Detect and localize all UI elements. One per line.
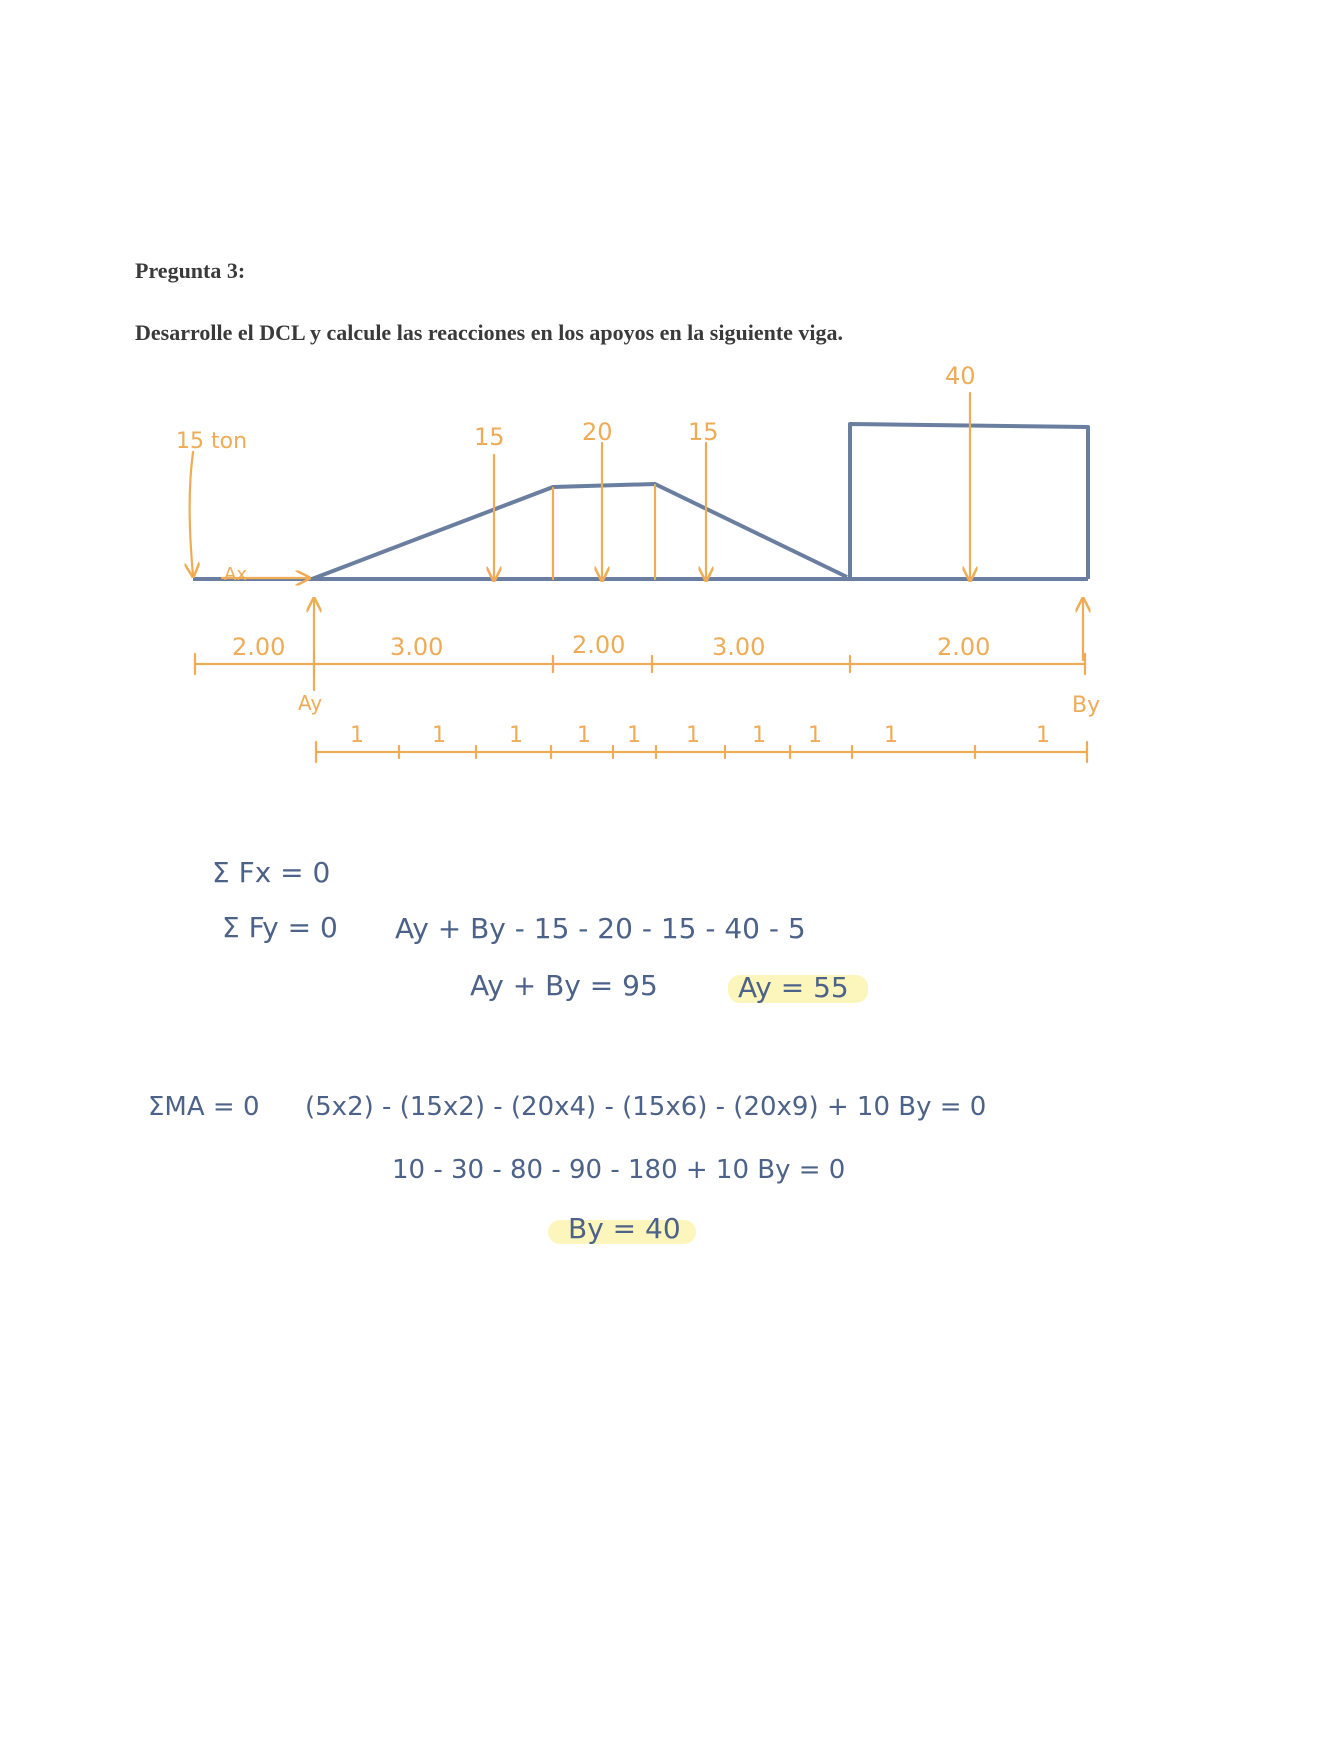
unit-label: 1	[350, 723, 364, 748]
span-label: 3.00	[712, 633, 766, 661]
unit-label: 1	[509, 723, 523, 748]
span-label: 2.00	[572, 631, 626, 659]
unit-label: 1	[627, 723, 641, 748]
ay-label: Ay	[298, 691, 323, 715]
span-label: 2.00	[232, 633, 286, 661]
span-label: 3.00	[390, 633, 444, 661]
question-title: Pregunta 3:	[135, 258, 246, 283]
unit-label: 1	[752, 723, 766, 748]
resultant-label-3: 15	[688, 418, 719, 446]
fy-sum: Ay + By = 95	[470, 969, 658, 1002]
ma-expansion: (5x2) - (15x2) - (20x4) - (15x6) - (20x9) + 10 By = 0	[305, 1092, 987, 1122]
ay-result: Ay = 55	[738, 971, 849, 1004]
unit-label: 1	[884, 723, 898, 748]
trapezoid-load-outline	[312, 484, 847, 579]
sum-fx-equation: Σ Fx = 0	[212, 856, 331, 889]
unit-label: 1	[577, 723, 591, 748]
unit-label: 1	[808, 723, 822, 748]
by-result: By = 40	[568, 1212, 681, 1245]
point-load-arrow	[190, 452, 193, 575]
sum-ma-equation: ΣMA = 0	[148, 1092, 260, 1122]
resultant-label-2: 20	[582, 418, 613, 446]
resultant-label-1: 15	[474, 423, 505, 451]
equilibrium-equations	[148, 856, 986, 1245]
span-label: 2.00	[937, 633, 991, 661]
unit-label: 1	[686, 723, 700, 748]
ma-numeric: 10 - 30 - 80 - 90 - 180 + 10 By = 0	[392, 1155, 846, 1185]
by-label: By	[1072, 693, 1101, 718]
fy-expansion: Ay + By - 15 - 20 - 15 - 40 - 5	[395, 912, 806, 945]
sum-fy-equation: Σ Fy = 0	[222, 911, 338, 944]
unit-label: 1	[1036, 723, 1050, 748]
point-load-label: 15 ton	[176, 429, 248, 454]
free-body-diagram	[176, 362, 1100, 762]
ax-label: Ax	[224, 564, 247, 585]
question-statement: Desarrolle el DCL y calcule las reacciones en los apoyos en la siguiente viga.	[135, 320, 844, 345]
unit-label: 1	[432, 723, 446, 748]
resultant-label-4: 40	[945, 362, 976, 390]
